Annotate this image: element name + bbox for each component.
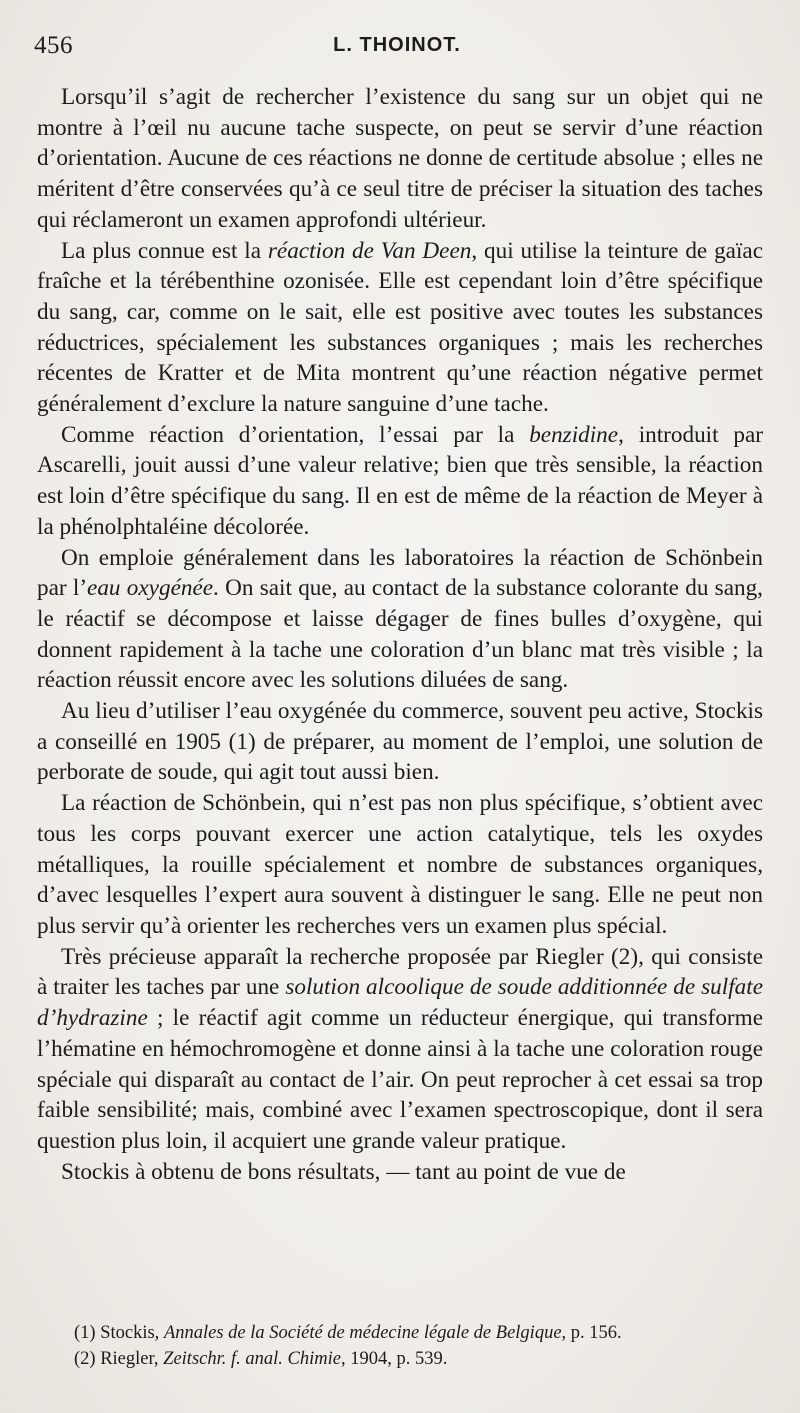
- paragraph: [37, 420, 763, 543]
- paragraph: [37, 543, 763, 697]
- paragraph: [37, 696, 763, 788]
- body-text: [37, 82, 763, 1187]
- footnote: [74, 1320, 774, 1346]
- paragraph: [37, 942, 763, 1157]
- text-run: Très précieuse apparaît la recherche proposée par Riegler (2), qui consiste à traiter les taches par une: [37, 943, 763, 1001]
- text-run: On emploie généralement dans les laboratoires la réaction de Schönbein par l’: [37, 544, 763, 602]
- footnote-text: , 1904, p. 539.: [340, 1349, 448, 1369]
- italic-term: solution alcoolique de soude additionnée de sulfate d’hydrazine: [37, 974, 763, 1032]
- text-run: ; le réactif agit comme un réducteur énergique, qui transforme l’hématine en hémochromogène et donne ainsi à la tache une coloration rouge spéciale qui disparaît au contact de l’air. On peut reprocher à cet essai sa trop faible sensibilité; mais, combiné avec l’examen spectroscopique, dont il sera question plus loin, il acquiert une grande valeur pratique.: [37, 1005, 763, 1154]
- footnotes: [74, 1320, 774, 1372]
- page-number: 456: [34, 32, 73, 59]
- running-head: L. THOINOT.: [333, 34, 461, 56]
- italic-term: benzidine: [529, 421, 619, 448]
- text-run: Stockis à obtenu de bons résultats, — tant au point de vue de: [61, 1158, 626, 1185]
- paragraph: [37, 1157, 763, 1188]
- text-run: , introduit par Ascarelli, jouit aussi d’une valeur relative; bien que très sensible, la réaction est loin d’être spécifique du sang. Il en est de même de la réaction de Meyer à la phénolphtaléine décolorée.: [37, 421, 763, 540]
- footnote: [74, 1346, 774, 1372]
- text-run: Comme réaction d’orientation, l’essai par la: [61, 421, 530, 448]
- italic-term: eau oxygénée: [87, 575, 214, 602]
- text-run: Au lieu d’utiliser l’eau oxygénée du commerce, souvent peu active, Stockis a conseillé en 1905 (1) de préparer, au moment de l’emploi, une solution de perborate de soude, qui agit tout aussi bien.: [37, 698, 763, 786]
- paragraph: [37, 82, 763, 236]
- footnote-title: Annales de la Société de médecine légale de Belgique: [163, 1323, 562, 1343]
- paragraph: [37, 236, 763, 420]
- text-run: La réaction de Schönbein, qui n’est pas non plus spécifique, s’obtient avec tous les corps pouvant exercer une action catalytique, tels les oxydes métalliques, la rouille spécialement et nombre de substances organiques, d’avec lesquelles l’expert aura souvent à distinguer le sang. Elle ne peut non plus servir qu’à orienter les recherches vers un examen plus spécial.: [37, 790, 763, 939]
- text-run: . On sait que, au contact de la substance colorante du sang, le réactif se décompose et laisse dégager de fines bulles d’oxygène, qui donnent rapidement à la tache une coloration d’un blanc mat très visible ; la réaction réussit encore avec les solutions diluées de sang.: [37, 575, 763, 694]
- footnote-text: (1) Stockis,: [74, 1323, 164, 1343]
- footnote-text: (2) Riegler,: [74, 1349, 164, 1369]
- italic-term: réaction de Van Deen: [267, 237, 472, 264]
- page-header: [34, 32, 760, 66]
- footnote-title: Zeitschr. f. anal. Chimie: [163, 1349, 341, 1369]
- text-run: , qui utilise la teinture de gaïac fraîche et la térébenthine ozonisée. Elle est cependant loin d’être spécifique du sang, car, comme on le sait, elle est positive avec toutes les substances réductrices, spécialement les substances organiques ; mais les recherches récentes de Kratter et de Mita montrent qu’une réaction négative permet généralement d’exclure la nature sanguine d’une tache.: [37, 237, 763, 418]
- paragraph: [37, 788, 763, 942]
- text-run: Lorsqu’il s’agit de rechercher l’existence du sang sur un objet qui ne montre à l’œil nu aucune tache suspecte, on peut se servir d’une réaction d’orientation. Aucune de ces réactions ne donne de certitude absolue ; elles ne méritent d’être conservées qu’à ce seul titre de préciser la situation des taches qui réclameront un examen approfondi ultérieur.: [37, 84, 763, 233]
- footnote-text: , p. 156.: [561, 1323, 622, 1343]
- text-run: La plus connue est la: [61, 237, 268, 264]
